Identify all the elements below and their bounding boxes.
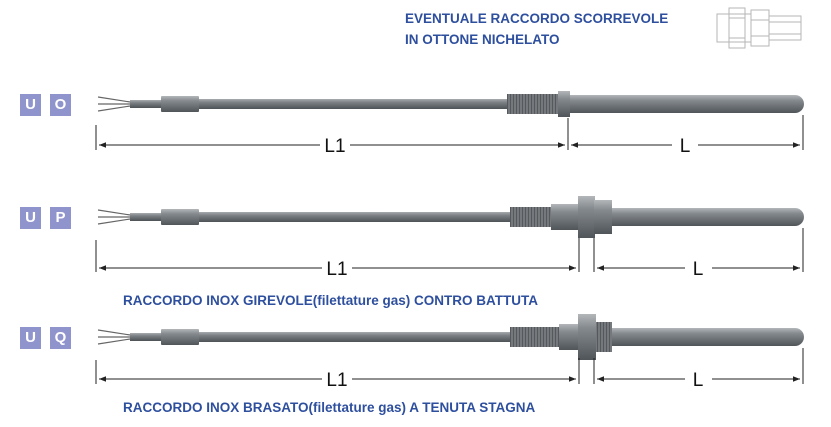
badge-uq-letter-1: U [20, 327, 41, 349]
cold-section [199, 212, 511, 222]
fitting-collar [578, 314, 596, 360]
wires-icon [98, 210, 130, 224]
wires-icon [98, 97, 130, 111]
dim-l1-label: L1 [326, 370, 348, 391]
heater-sheath [570, 95, 804, 113]
badge-up-letter-2: P [50, 207, 71, 229]
thread [507, 94, 559, 114]
dim-l-label: L [679, 136, 691, 157]
fitting-nut [559, 324, 579, 350]
fitting-thread [596, 322, 612, 352]
heater-sheath [612, 208, 804, 226]
badge-up-letter-1: U [20, 207, 41, 229]
dim-l1-label: L1 [324, 136, 346, 157]
nipple [558, 91, 570, 117]
badge-uq-letter-2: Q [50, 327, 71, 349]
sliding-fitting-illustration [717, 8, 801, 48]
thread [510, 207, 552, 227]
crimp-sleeve [161, 96, 199, 112]
caption-line-1: EVENTUALE RACCORDO SCORREVOLE [405, 11, 669, 26]
heater-uq [96, 314, 804, 391]
fitting-hex [594, 200, 612, 234]
dim-l-label: L [692, 370, 704, 391]
dim-l-label: L [692, 259, 704, 280]
swivel-nut [551, 204, 579, 230]
cold-section [199, 332, 511, 342]
sliding-fitting-caption [405, 8, 668, 50]
heater-uo [96, 91, 804, 157]
brazed-fitting-caption: RACCORDO INOX BRASATO(filettature gas) A TENUTA STAGNA [123, 400, 536, 415]
crimp-sleeve [161, 209, 199, 225]
heater-sheath [612, 328, 804, 346]
badge-uo-letter-2: O [50, 94, 71, 116]
dim-l1-label: L1 [326, 259, 348, 280]
heater-up [96, 196, 804, 280]
lead-sheath [130, 333, 162, 341]
fitting-collar [578, 196, 595, 238]
lead-sheath [130, 213, 162, 221]
lead-sheath [130, 100, 162, 108]
caption-line-2: IN OTTONE NICHELATO [405, 32, 560, 47]
swivel-fitting-caption: RACCORDO INOX GIREVOLE(filettature gas) CONTRO BATTUTA [123, 293, 539, 308]
thread [510, 327, 560, 347]
cold-section [199, 99, 509, 109]
dimension-lines [96, 115, 803, 150]
wires-icon [98, 330, 130, 344]
badge-uo-letter-1: U [20, 94, 41, 116]
crimp-sleeve [161, 329, 199, 345]
